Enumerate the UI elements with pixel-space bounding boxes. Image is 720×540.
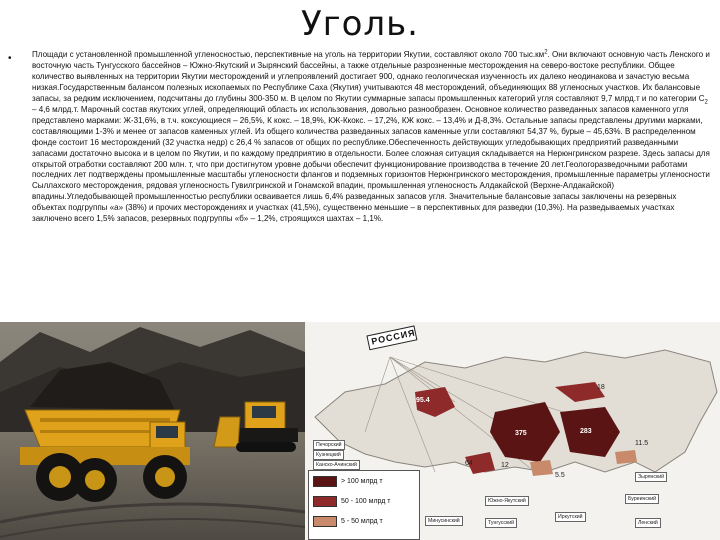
region-label-zyryansk: Зырянский bbox=[635, 472, 667, 482]
small-value-3: 12 bbox=[501, 462, 509, 469]
legend-swatch-2 bbox=[313, 496, 337, 507]
map-stamp: РОССИЯ bbox=[370, 327, 417, 347]
basin-value-lena: 375 bbox=[515, 430, 527, 437]
region-label-kansk-achinsk: Канско-Ачинский bbox=[313, 460, 360, 470]
mining-trucks-illustration bbox=[0, 322, 305, 540]
region-label-tunguska: Тунгусский bbox=[485, 518, 517, 528]
legend-label-1: > 100 млрд т bbox=[341, 478, 383, 485]
basin-value-tunguska: 283 bbox=[580, 428, 592, 435]
region-label-lena: Ленский bbox=[635, 518, 661, 528]
small-value-2: 11.5 bbox=[635, 440, 649, 447]
coal-mining-photo bbox=[0, 322, 305, 540]
legend-row-2 bbox=[313, 495, 391, 509]
legend-row-3 bbox=[313, 515, 383, 529]
region-label-south-yakutsk: Южно-Якутский bbox=[485, 496, 529, 506]
bullet-marker: • bbox=[8, 53, 12, 64]
slide-title: Уголь. bbox=[301, 4, 419, 44]
legend-swatch-3 bbox=[313, 516, 337, 527]
body-paragraph: Площади с установленной промышленной угленосностью, перспективные на уголь на территории Якутии, составляют около 700 $тыс.км^2$. Они включают основную часть Ленского и восточную часть Тунгусского бассейнов – Южно-Якутский и Зырянский бассейны, а также отдельные разрозненные месторождения на северо-востоке республики. Общее количество выявленных на территории Якутии месторождений и углепроявлений достигает 900, однако геологическая изученность их далеко неодинакова и зачастую весьма низкая.Государственным балансом полезных ископаемых по Республике Саха (Якутия) учитываются 48 месторождений, объединяющих 88 угленосных участков. Их балансовые запасы, за редким исключением, подсчитаны до глубины 300-350 м. В целом по Якутии суммарные запасы промышленных категорий угля составляют 9,7 млрд.т и по категории $С_2 - 4,6$ млрд.т. Марочный состав якутских углей, определяющий область их использования, довольно разнообразен. Основное количество разведанных запасов каменного угля представлено марками: Ж-31,6%, в т.ч. коксующиеся – 26,5%, К кокс. – 18,9%, КЖ-Ккокс. – 17,2%, КЖ кокс. – 13,4% и Д-8,3%. Остальные запасы представлены другими марками, составляющими 1-3% и менее от запасов каменных углей. Из общего количества разведанных запасов каменные угли составляют 54,37 %, бурые – 45,63%. В распределенном фонде состоит 16 месторождений (32 участка недр) с 26,4 % запасов от общих по республике.Обеспеченность действующих угледобывающих предприятий разведанными запасами достаточно высока и в целом по Якутии, и по каждому предприятию в отдельности. Более сложная ситуация складывается на Нерюнгринском разрезе. Здесь запасы для открытой отработки составляют 200 млн. т, что при достигнутом уровне добычи обеспечит функционирование производства в течение 20 лет.Геологоразведочными работами последних лет подтверждены промышленные масштабы угленосности флангов и подземных горизонтов Нерюнгринского месторождения, промышленные параметры угленосности Сыллахского месторождения, рядовая угленосность Гувилгринской и Гонамской впадин, промышленная угленосность Алдакайской (Верхне-Алдакайской) впадины.Угледобывающей промышленностью республики осваивается лишь 6,4% разведанных запасов угля. Значительные балансовые запасы заключены на резервных объектах подгруппы «а» (38%) и прочих месторождениях и участках (41,5%), существенно меньшие – в перспективных для разведки (10,3%). На разведываемых участках заключено всего 1,5% запасов, резервных подгруппы «б» – 1,2%, строящихся шахтах – 1,1%. bbox=[32, 49, 710, 224]
basin-value-pechora: 95.4 bbox=[416, 397, 430, 404]
legend-row-1 bbox=[313, 475, 383, 489]
small-value-4: 64 bbox=[465, 460, 473, 467]
small-value-5: 5.5 bbox=[555, 472, 565, 479]
map-legend bbox=[308, 470, 420, 540]
region-label-minusinsk: Минусинский bbox=[425, 516, 463, 526]
legend-label-2: 50 - 100 млрд т bbox=[341, 498, 391, 505]
region-label-pechora: Печорский bbox=[313, 440, 345, 450]
small-value-1: 18 bbox=[597, 384, 605, 391]
region-label-bureya: Буреинский bbox=[625, 494, 659, 504]
legend-label-3: 5 - 50 млрд т bbox=[341, 518, 383, 525]
region-label-kuznetsk: Кузнецкий bbox=[313, 450, 344, 460]
region-label-irkutsk: Иркутский bbox=[555, 512, 586, 522]
legend-swatch-1 bbox=[313, 476, 337, 487]
